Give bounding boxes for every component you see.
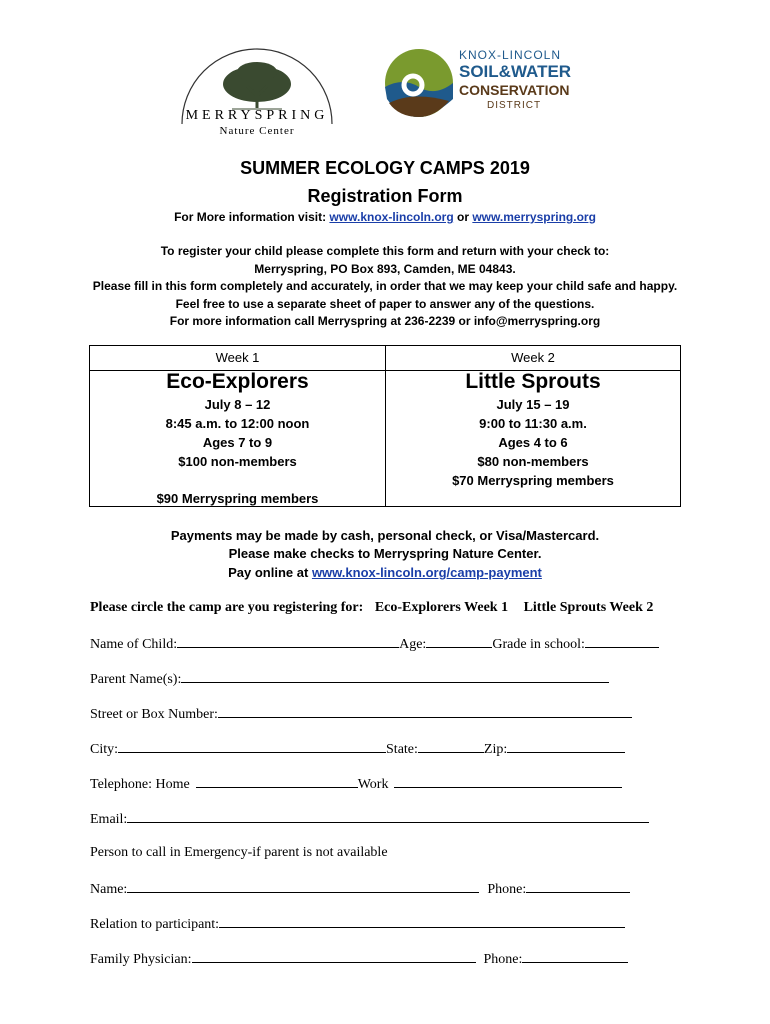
camp-ages: Ages 4 to 6 xyxy=(498,435,568,450)
work-phone-field[interactable] xyxy=(394,775,622,788)
relation-label: Relation to participant: xyxy=(90,917,220,932)
camp-name: Little Sprouts xyxy=(465,370,601,393)
instruction-line: Feel free to use a separate sheet of paper to answer any of the questions. xyxy=(175,297,595,311)
telephone-home-label: Telephone: Home xyxy=(90,777,190,792)
camp-time: 9:00 to 11:30 a.m. xyxy=(479,416,587,431)
week-label: Week 2 xyxy=(511,350,555,365)
grade-label: Grade in school: xyxy=(492,637,585,652)
emergency-name-field[interactable] xyxy=(127,880,479,893)
knox-lincoln-link[interactable]: www.knox-lincoln.org xyxy=(329,210,454,224)
emergency-phone-label: Phone: xyxy=(487,882,527,897)
payment-line: Payments may be made by cash, personal check, or Visa/Mastercard. xyxy=(170,528,600,543)
camp-dates: July 15 – 19 xyxy=(496,397,570,412)
camp-name: Eco-Explorers xyxy=(166,370,309,393)
emergency-phone-field[interactable] xyxy=(526,880,630,893)
camp-member-price: $90 Merryspring members xyxy=(156,491,319,506)
merryspring-link[interactable]: www.merryspring.org xyxy=(472,210,596,224)
kl-line3: CONSERVATION xyxy=(459,82,570,98)
city-label: City: xyxy=(90,742,119,757)
street-label: Street or Box Number: xyxy=(90,707,218,722)
camp-option-eco-explorers[interactable]: Eco-Explorers Week 1 xyxy=(374,600,509,615)
merryspring-logo xyxy=(172,36,342,144)
emergency-name-label: Name: xyxy=(90,882,128,897)
page-subtitle: Registration Form xyxy=(307,186,463,206)
instruction-line: For more information call Merryspring at 236-2239 or info@merryspring.org xyxy=(169,314,601,328)
payment-online-prefix: Pay online at xyxy=(228,565,309,580)
email-label: Email: xyxy=(90,812,128,827)
kl-line4: DISTRICT xyxy=(487,100,542,111)
physician-label: Family Physician: xyxy=(90,952,192,967)
camp-table xyxy=(89,345,681,507)
child-name-label: Name of Child: xyxy=(90,637,178,652)
camp-selection-row xyxy=(90,600,653,616)
camp-member-price: $70 Merryspring members xyxy=(452,473,614,488)
emergency-header: Person to call in Emergency-if parent is not available xyxy=(90,845,388,860)
kl-line2: SOIL&WATER xyxy=(459,62,572,81)
age-field[interactable] xyxy=(426,635,492,648)
camp-time: 8:45 a.m. to 12:00 noon xyxy=(165,416,310,431)
relation-field[interactable] xyxy=(219,915,625,928)
camp-dates: July 8 – 12 xyxy=(204,397,271,412)
city-row xyxy=(90,740,625,758)
camp-price: $80 non-members xyxy=(477,454,589,469)
more-info-line xyxy=(0,210,770,224)
camp-option-little-sprouts[interactable]: Little Sprouts Week 2 xyxy=(523,600,654,615)
emergency-contact-row xyxy=(90,880,630,898)
zip-label: Zip: xyxy=(483,742,508,757)
grade-field[interactable] xyxy=(585,635,659,648)
telephone-row xyxy=(90,775,622,793)
street-field[interactable] xyxy=(218,705,632,718)
more-info-prefix: For More information visit: xyxy=(174,210,327,224)
parent-row xyxy=(90,670,609,688)
instruction-line: Please fill in this form completely and accurately, in order that we may keep your child safe and happy. xyxy=(92,279,678,293)
physician-field[interactable] xyxy=(192,950,476,963)
age-label: Age: xyxy=(399,637,427,652)
physician-row xyxy=(90,950,628,968)
relation-row xyxy=(90,915,625,933)
camp-selection-label: Please circle the camp are you registering for: xyxy=(90,600,364,615)
instruction-line: Merryspring, PO Box 893, Camden, ME 04843. xyxy=(254,262,516,276)
state-field[interactable] xyxy=(418,740,484,753)
knox-lincoln-logo xyxy=(383,44,593,124)
kl-line1: KNOX-LINCOLN xyxy=(459,48,562,62)
telephone-home-field[interactable] xyxy=(196,775,358,788)
merryspring-logo-subtitle: Nature Center xyxy=(219,125,295,137)
or-text: or xyxy=(457,210,469,224)
work-label: Work xyxy=(357,777,389,792)
child-name-field[interactable] xyxy=(177,635,399,648)
state-label: State: xyxy=(386,742,418,757)
week-label: Week 1 xyxy=(215,350,260,365)
parent-names-field[interactable] xyxy=(181,670,609,683)
street-row xyxy=(90,705,632,723)
merryspring-logo-name: MERRYSPRING xyxy=(185,108,329,123)
payment-online-line xyxy=(0,565,770,580)
city-field[interactable] xyxy=(118,740,386,753)
child-info-row xyxy=(90,635,659,653)
water-drop-icon xyxy=(383,47,455,119)
email-field[interactable] xyxy=(127,810,649,823)
physician-phone-field[interactable] xyxy=(522,950,628,963)
camp-price: $100 non-members xyxy=(178,454,297,469)
payment-line: Please make checks to Merryspring Nature Center. xyxy=(228,546,542,561)
email-row xyxy=(90,810,649,828)
physician-phone-label: Phone: xyxy=(483,952,523,967)
zip-field[interactable] xyxy=(507,740,625,753)
parent-names-label: Parent Name(s): xyxy=(90,672,182,687)
camp-payment-link[interactable]: www.knox-lincoln.org/camp-payment xyxy=(311,565,542,580)
camp-ages: Ages 7 to 9 xyxy=(202,435,273,450)
page-title: SUMMER ECOLOGY CAMPS 2019 xyxy=(240,158,530,178)
instruction-line: To register your child please complete this form and return with your check to: xyxy=(160,244,610,258)
